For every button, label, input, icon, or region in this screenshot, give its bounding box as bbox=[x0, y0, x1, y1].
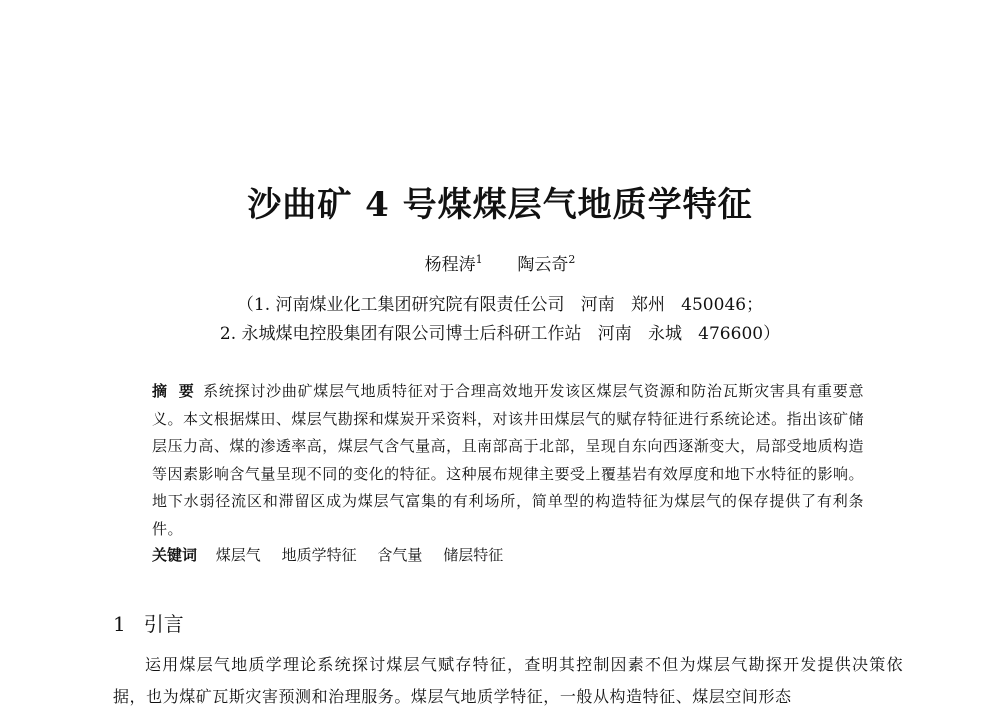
section-title: 引言 bbox=[143, 612, 184, 636]
body-paragraph: 运用煤层气地质学理论系统探讨煤层气赋存特征，查明其控制因素不但为煤层气勘探开发提供决策依据，也为煤矿瓦斯灾害预测和治理服务。煤层气地质学特征，一般从构造特征、煤层空间形态 bbox=[113, 655, 903, 706]
author-affiliation-mark: 1 bbox=[475, 253, 483, 266]
keyword: 煤层气 bbox=[215, 546, 261, 564]
keyword: 地质学特征 bbox=[281, 546, 357, 564]
keyword: 储层特征 bbox=[443, 546, 504, 564]
author-name: 陶云奇 bbox=[517, 255, 569, 275]
author-name: 杨程涛 bbox=[424, 255, 476, 275]
keywords-label: 关键词 bbox=[152, 546, 198, 564]
author-line bbox=[0, 248, 1000, 277]
abstract bbox=[152, 378, 864, 543]
section-number: 1 bbox=[113, 612, 126, 636]
author-affiliation-mark: 2 bbox=[568, 253, 576, 266]
section-heading bbox=[113, 610, 184, 638]
keywords bbox=[152, 543, 519, 567]
affiliation-line: 2. 永城煤电控股集团有限公司博士后科研工作站 河南 永城 476600） bbox=[219, 324, 781, 344]
abstract-text: 系统探讨沙曲矿煤层气地质特征对于合理高效地开发该区煤层气资源和防治瓦斯灾害具有重要意义。本文根据煤田、煤层气勘探和煤炭开采资料，对该井田煤层气的赋存特征进行系统论述。指出该矿储层压力高、煤的渗透率高，煤层气含气量高，且南部高于北部，呈现自东向西逐渐变大，局部受地质构造等因素影响含气量呈现不同的变化的特征。这种展布规律主要受上覆基岩有效厚度和地下水特征的影响。地下水弱径流区和滞留区成为煤层气富集的有利场所，简单型的构造特征为煤层气的保存提供了有利条件。 bbox=[152, 382, 864, 538]
paper-title: 沙曲矿 4 号煤煤层气地质学特征 bbox=[247, 185, 753, 225]
affiliation-line: （1. 河南煤业化工集团研究院有限责任公司 河南 郑州 450046； bbox=[236, 295, 764, 315]
abstract-label: 摘 要 bbox=[152, 382, 198, 400]
keyword: 含气量 bbox=[377, 546, 423, 564]
